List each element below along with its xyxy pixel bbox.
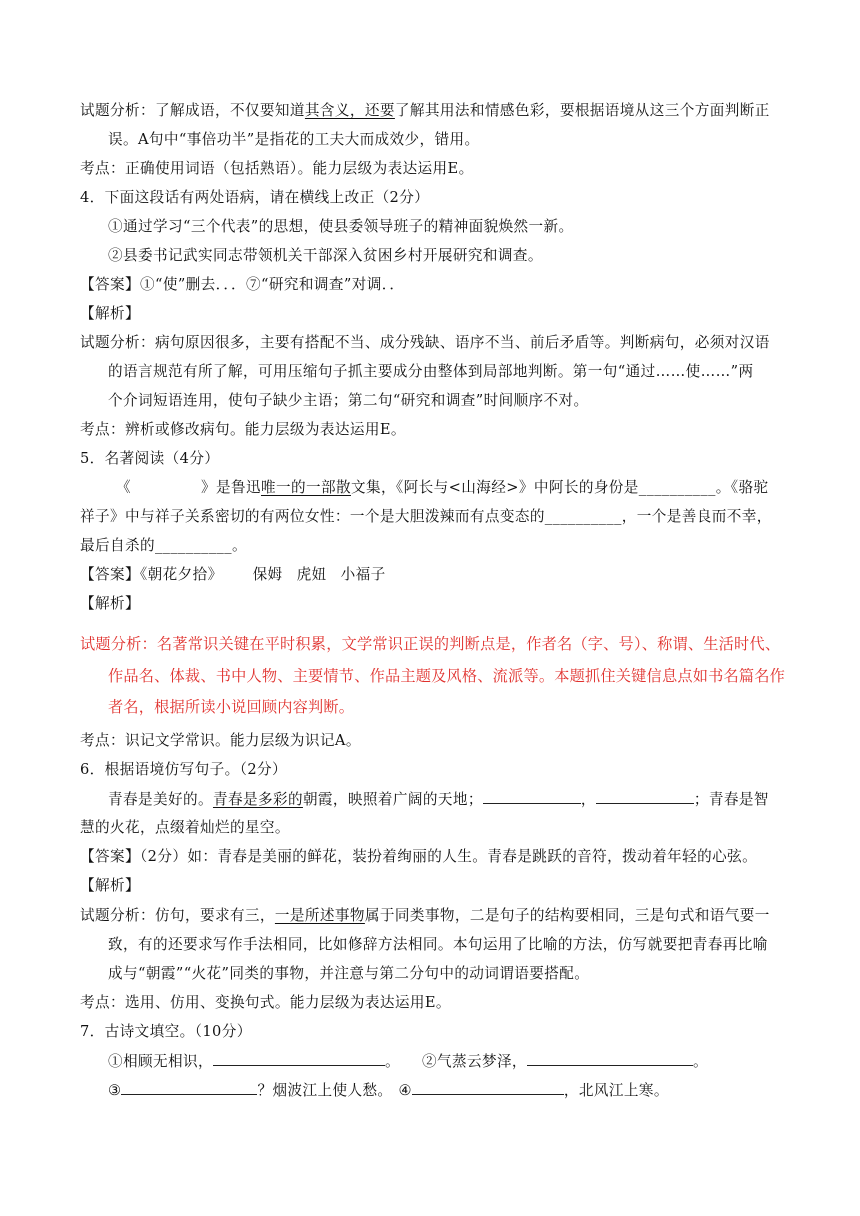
q4-analysis-line-1: 试题分析：病句原因很多，主要有搭配不当、成分残缺、语序不当、前后矛盾等。判断病句，必须对汉语 [80,334,770,351]
q5-analysis-line-3: 者名，根据所读小说回顾内容判断。 [108,698,355,716]
q5-analysis-line-1: 试题分析：名著常识关键在平时积累，文学常识正误的判断点是，作者名（字、号）、称谓、生活时代、 [80,635,781,653]
q5-analysis-line-2: 作品名、体裁、书中人物、主要情节、作品主题及风格、流派等。本题抓住关键信息点如书名篇名作 [108,667,786,685]
q6-analysis-line-1: 试题分析：仿句，要求有三，一是所述事物属于同类事物，二是句子的结构要相同，三是句式和语气要一 [80,907,770,924]
q6-question-line-1: 青春是美好的。青春是多彩的朝霞，映照着广阔的天地； ， ；青春是智 [108,791,769,808]
q4-answer: 【答案】①“使”删去．．．⑦“研究和调查”对调．． [80,276,405,293]
q6-analysis-line-2: 致，有的还要求写作手法相同，比如修辞方法相同。本句运用了比喻的方法，仿写就要把青春再比喻 [108,936,768,953]
q5-analysis-label: 【解析】 [80,595,140,612]
q3-point: 考点：正确使用词语（包括熟语）。能力层级为表达运用E。 [80,160,474,177]
q4-analysis-label: 【解析】 [80,305,140,322]
q6-analysis-label: 【解析】 [80,877,140,894]
q7-title: 7．古诗文填空。（10分） [80,1023,252,1040]
q6-analysis-line-3: 成与“朝霞”“火花”同类的事物，并注意与第二分句中的动词谓语要搭配。 [108,965,590,982]
q4-title: 4．下面这段话有两处语病，请在横线上改正（2分） [80,189,430,206]
q7-blank-2[interactable] [527,1051,693,1066]
q7-blank-1[interactable] [213,1051,385,1066]
q5-answer: 【答案】《朝花夕拾》 保姆 虎妞 小福子 [80,566,386,583]
q5-question-line-3: 最后自杀的__________。 [80,537,247,554]
q4-sentence-1: ①通过学习“三个代表”的思想，使县委领导班子的精神面貌焕然一新。 [108,218,574,235]
q6-answer: 【答案】（2分）如：青春是美丽的鲜花，装扮着绚丽的人生。青春是跳跃的音符，拨动着年轻的心弦。 [80,848,758,865]
q6-title: 6．根据语境仿写句子。（2分） [80,761,287,778]
q7-blank-3[interactable] [121,1080,257,1095]
q4-point: 考点：辨析或修改病句。能力层级为表达运用E。 [80,421,406,438]
q6-question-line-2: 慧的火花，点缀着灿烂的星空。 [80,819,290,836]
q7-blank-4[interactable] [412,1080,564,1095]
q3-analysis-line-1: 试题分析：了解成语，不仅要知道其含义，还要了解其用法和情感色彩，要根据语境从这三个方面判断正 [80,102,770,119]
q5-title: 5．名著阅读（4分） [80,450,220,467]
q6-blank-2[interactable] [596,789,694,804]
q4-analysis-line-2: 的语言规范有所了解，可用压缩句子抓主要成分由整体到局部地判断。第一句“通过……使……”两 [108,363,754,380]
q7-row-1: ①相顾无相识， 。 ②气蒸云梦泽， 。 [108,1053,708,1070]
q4-sentence-2: ②县委书记武实同志带领机关干部深入贫困乡村开展研究和调查。 [108,247,543,264]
q6-point: 考点：选用、仿用、变换句式。能力层级为表达运用E。 [80,994,451,1011]
q7-row-2: ③ ？烟波江上使人愁。 ④ ，北风江上寒。 [108,1082,669,1099]
q5-question-line-1: 《 》是鲁迅唯一的一部散文集，《阿长与<山海经>》中阿长的身份是__________。《骆驼 [116,479,769,496]
q3-analysis-line-2: 误。A句中“事倍功半”是指花的工夫大而成效少，错用。 [108,131,480,148]
q6-blank-1[interactable] [483,789,581,804]
q4-analysis-line-3: 个介词短语连用，使句子缺少主语；第二句“研究和调查”时间顺序不对。 [108,392,589,409]
q5-point: 考点：识记文学常识。能力层级为识记A。 [80,732,361,749]
q5-question-line-2: 祥子》中与祥子关系密切的有两位女性：一个是大胆泼辣而有点变态的__________，一个是善良而不幸， [80,508,772,525]
